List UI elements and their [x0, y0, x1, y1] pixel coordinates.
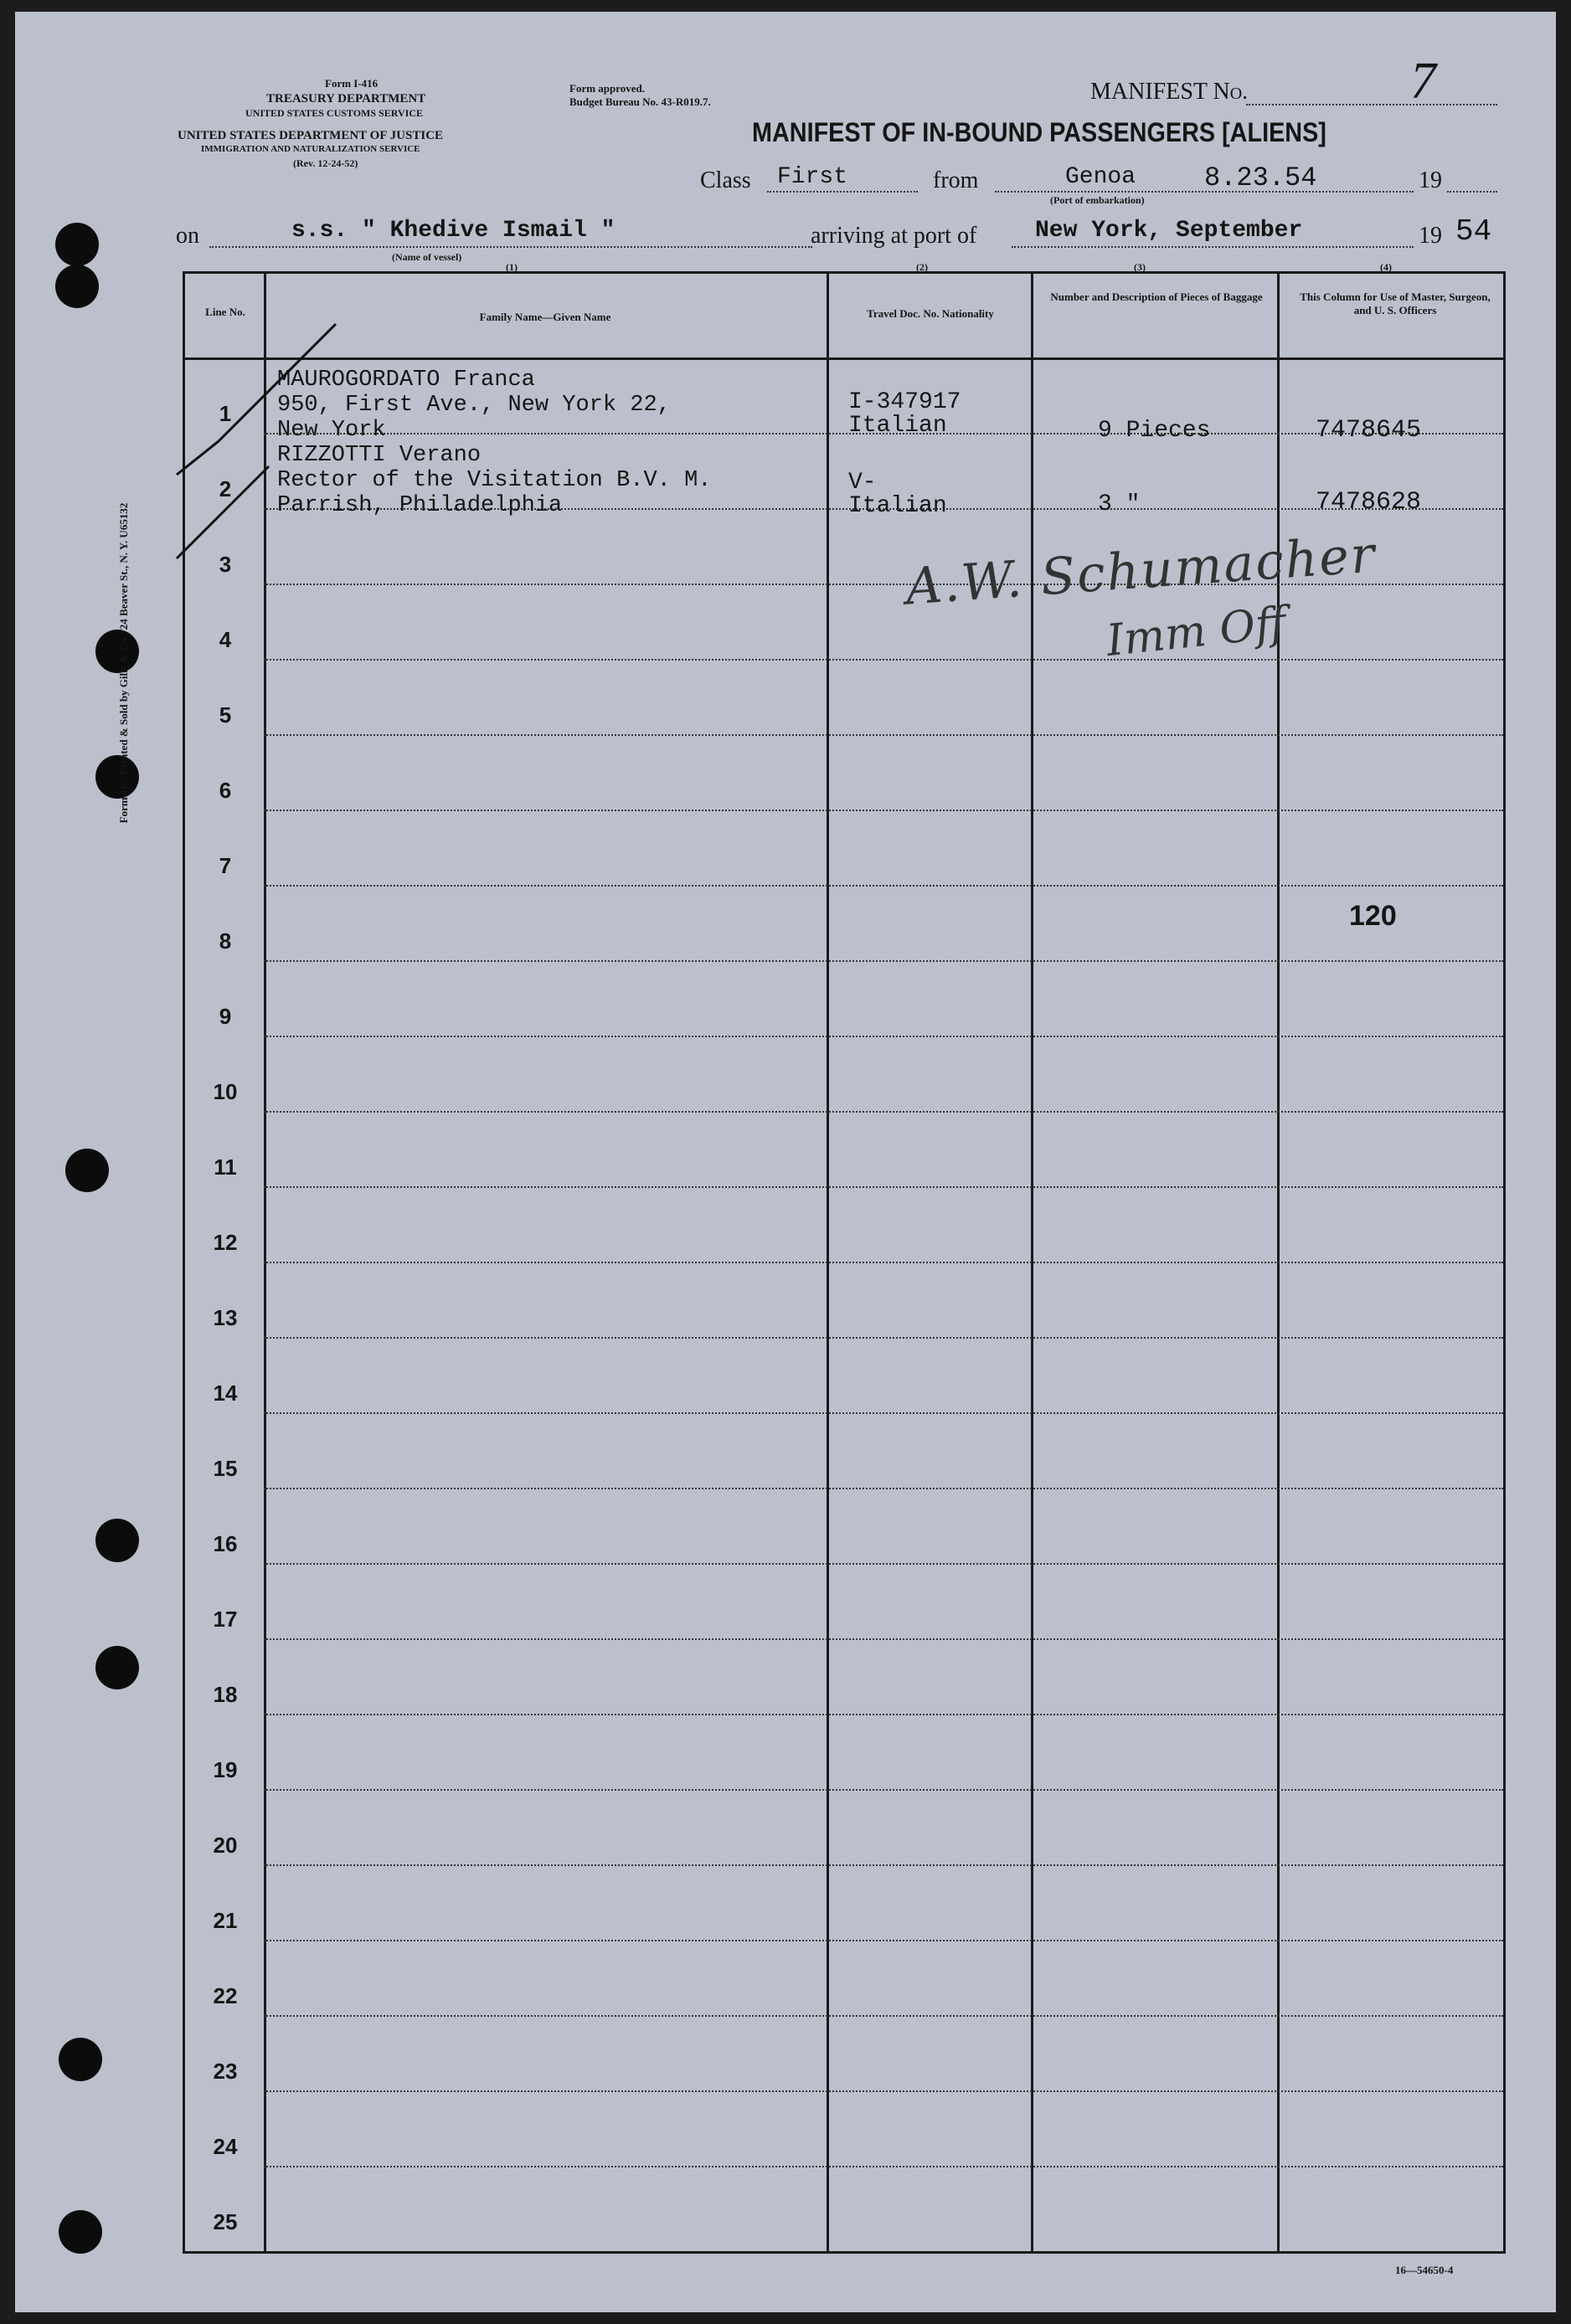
officer-signature: A.W. Schumacher [904, 525, 1378, 617]
punch-hole-9 [59, 2210, 102, 2254]
line-number: 3 [219, 552, 232, 577]
row-rule [264, 1036, 1503, 1037]
col-header-travel-doc: Travel Doc. No. Nationality [867, 307, 994, 320]
justice-department: UNITED STATES DEPARTMENT OF JUSTICE [178, 129, 444, 142]
line-number: 22 [213, 1983, 238, 2008]
line-number: 4 [219, 627, 232, 652]
entry-1-name-line-1: MAUROGORDATO Franca [277, 368, 535, 393]
service-name: UNITED STATES CUSTOMS SERVICE [245, 107, 423, 119]
punch-hole-2 [55, 265, 99, 308]
row-rule [264, 1262, 1503, 1263]
budget-bureau: Budget Bureau No. 43-R019.7. [569, 95, 711, 108]
manifest-number-label: MANIFEST No. [1090, 79, 1249, 105]
col2-ref: (2) [916, 261, 928, 273]
entry-1-name-line-2: 950, First Ave., New York 22, [277, 393, 671, 418]
manifest-title: MANIFEST OF IN-BOUND PASSENGERS [ALIENS] [752, 117, 1326, 147]
officer-note: 120 [1349, 900, 1397, 932]
row-rule [264, 2090, 1503, 2092]
col3-ref: (3) [1134, 261, 1146, 273]
line-number: 9 [219, 1004, 232, 1029]
row-rule [264, 960, 1503, 962]
vessel-name: s.s. " Khedive Ismail " [291, 218, 616, 244]
line-number: 19 [213, 1757, 238, 1782]
line-number: 21 [213, 1908, 238, 1933]
printer-side-text: Form 16 - Printed & Sold by Gills & Co., 24 Beaver St., N. Y. U65132 [117, 502, 130, 824]
row-rule [264, 2166, 1503, 2167]
class-dots [767, 191, 918, 193]
entry-1-name-line-3: New York [277, 418, 386, 443]
entry-1-officer-number: 7478645 [1316, 416, 1422, 445]
entry-2-nationality: Italian [848, 493, 947, 519]
row-rule [264, 734, 1503, 736]
row-rule [264, 1488, 1503, 1489]
line-number: 1 [219, 401, 232, 426]
col-header-officers: This Column for Use of Master, Surgeon, and U. S. Officers [1300, 290, 1491, 316]
form-approved: Form approved. [569, 82, 646, 95]
on-label: on [176, 223, 199, 249]
line-number: 11 [214, 1154, 237, 1180]
row-rule [264, 1789, 1503, 1791]
row-rule [264, 2015, 1503, 2017]
punch-hole-1 [55, 223, 99, 266]
entry-2-baggage: 3 " [1098, 491, 1141, 517]
line-number: 25 [213, 2209, 238, 2234]
row-rule [264, 1111, 1503, 1113]
manifest-table [183, 271, 1506, 2254]
entry-2-officer-number: 7478628 [1316, 488, 1422, 517]
row-rule [264, 1940, 1503, 1941]
row-rule [264, 1412, 1503, 1414]
line-number: 17 [213, 1607, 238, 1632]
entry-1-baggage: 9 Pieces [1098, 418, 1211, 444]
col4-ref: (4) [1380, 261, 1392, 273]
header-rule [185, 357, 1503, 360]
form-number: Form I-416 [325, 77, 379, 90]
row-rule [264, 810, 1503, 811]
row-rule [264, 1638, 1503, 1640]
from-label: from [933, 167, 979, 193]
line-number: 8 [219, 928, 232, 954]
line-number: 24 [213, 2134, 238, 2159]
entry-1-nationality: Italian [848, 413, 947, 439]
entry-2-doc-number: V- [848, 470, 877, 496]
arrival-port: New York, September [1035, 218, 1303, 244]
class-value: First [777, 164, 848, 190]
line-number: 18 [213, 1682, 238, 1707]
punch-hole-7 [95, 1646, 139, 1689]
line-number: 23 [213, 2059, 238, 2084]
year-value: 54 [1455, 214, 1492, 249]
row-rule [264, 659, 1503, 661]
line-number: 10 [213, 1079, 238, 1104]
line-number: 2 [219, 476, 232, 501]
manifest-number: 7 [1410, 53, 1436, 110]
year-dots-1 [1447, 191, 1497, 193]
line-number: 14 [213, 1381, 238, 1406]
manifest-page [15, 12, 1556, 2312]
ins-name: IMMIGRATION AND NATURALIZATION SERVICE [201, 144, 420, 154]
row-rule [264, 1864, 1503, 1866]
punch-hole-6 [95, 1519, 139, 1562]
officer-signature-title: Imm Off [1104, 597, 1289, 667]
arriving-label: arriving at port of [811, 223, 977, 249]
entry-1-doc-number: I-347917 [848, 389, 961, 415]
class-label: Class [700, 167, 751, 193]
col1-ref: (1) [506, 261, 518, 273]
entry-2-name-line-2: Rector of the Visitation B.V. M. [277, 468, 712, 493]
entry-2-name-line-3: Parrish, Philadelphia [277, 493, 563, 518]
year-prefix-1: 19 [1419, 167, 1442, 193]
row-rule [264, 1563, 1503, 1565]
row-rule [264, 1186, 1503, 1188]
punch-hole-5 [65, 1149, 109, 1192]
port-embarkation-caption: (Port of embarkation) [1050, 194, 1145, 206]
footer-code: 16—54650-4 [1395, 2264, 1454, 2276]
line-number: 6 [219, 778, 232, 803]
from-date: 8.23.54 [1204, 162, 1317, 193]
line-number: 5 [219, 702, 232, 728]
line-number: 16 [213, 1531, 238, 1556]
line-number: 7 [219, 853, 232, 878]
manifest-number-line [1246, 104, 1497, 105]
year-prefix-2: 19 [1419, 223, 1442, 249]
row-rule [264, 1714, 1503, 1715]
col-header-line-no: Line No. [205, 306, 245, 318]
vessel-caption: (Name of vessel) [392, 251, 462, 263]
line-number: 13 [213, 1305, 238, 1330]
row-rule [264, 1337, 1503, 1339]
line-number: 15 [213, 1456, 238, 1481]
arrival-dots [1012, 246, 1414, 248]
revision-date: (Rev. 12-24-52) [293, 157, 358, 169]
entry-2-name-line-1: RIZZOTTI Verano [277, 443, 482, 468]
from-value: Genoa [1065, 164, 1136, 190]
department-name: TREASURY DEPARTMENT [266, 92, 426, 105]
line-number: 20 [213, 1833, 238, 1858]
vessel-dots [209, 246, 812, 248]
row-rule [264, 885, 1503, 887]
check-mark-icon [168, 307, 353, 575]
line-number: 12 [213, 1230, 238, 1255]
col-header-name: Family Name—Given Name [479, 311, 611, 323]
col-header-baggage: Number and Description of Pieces of Baggage [1050, 290, 1263, 303]
punch-hole-8 [59, 2038, 102, 2081]
